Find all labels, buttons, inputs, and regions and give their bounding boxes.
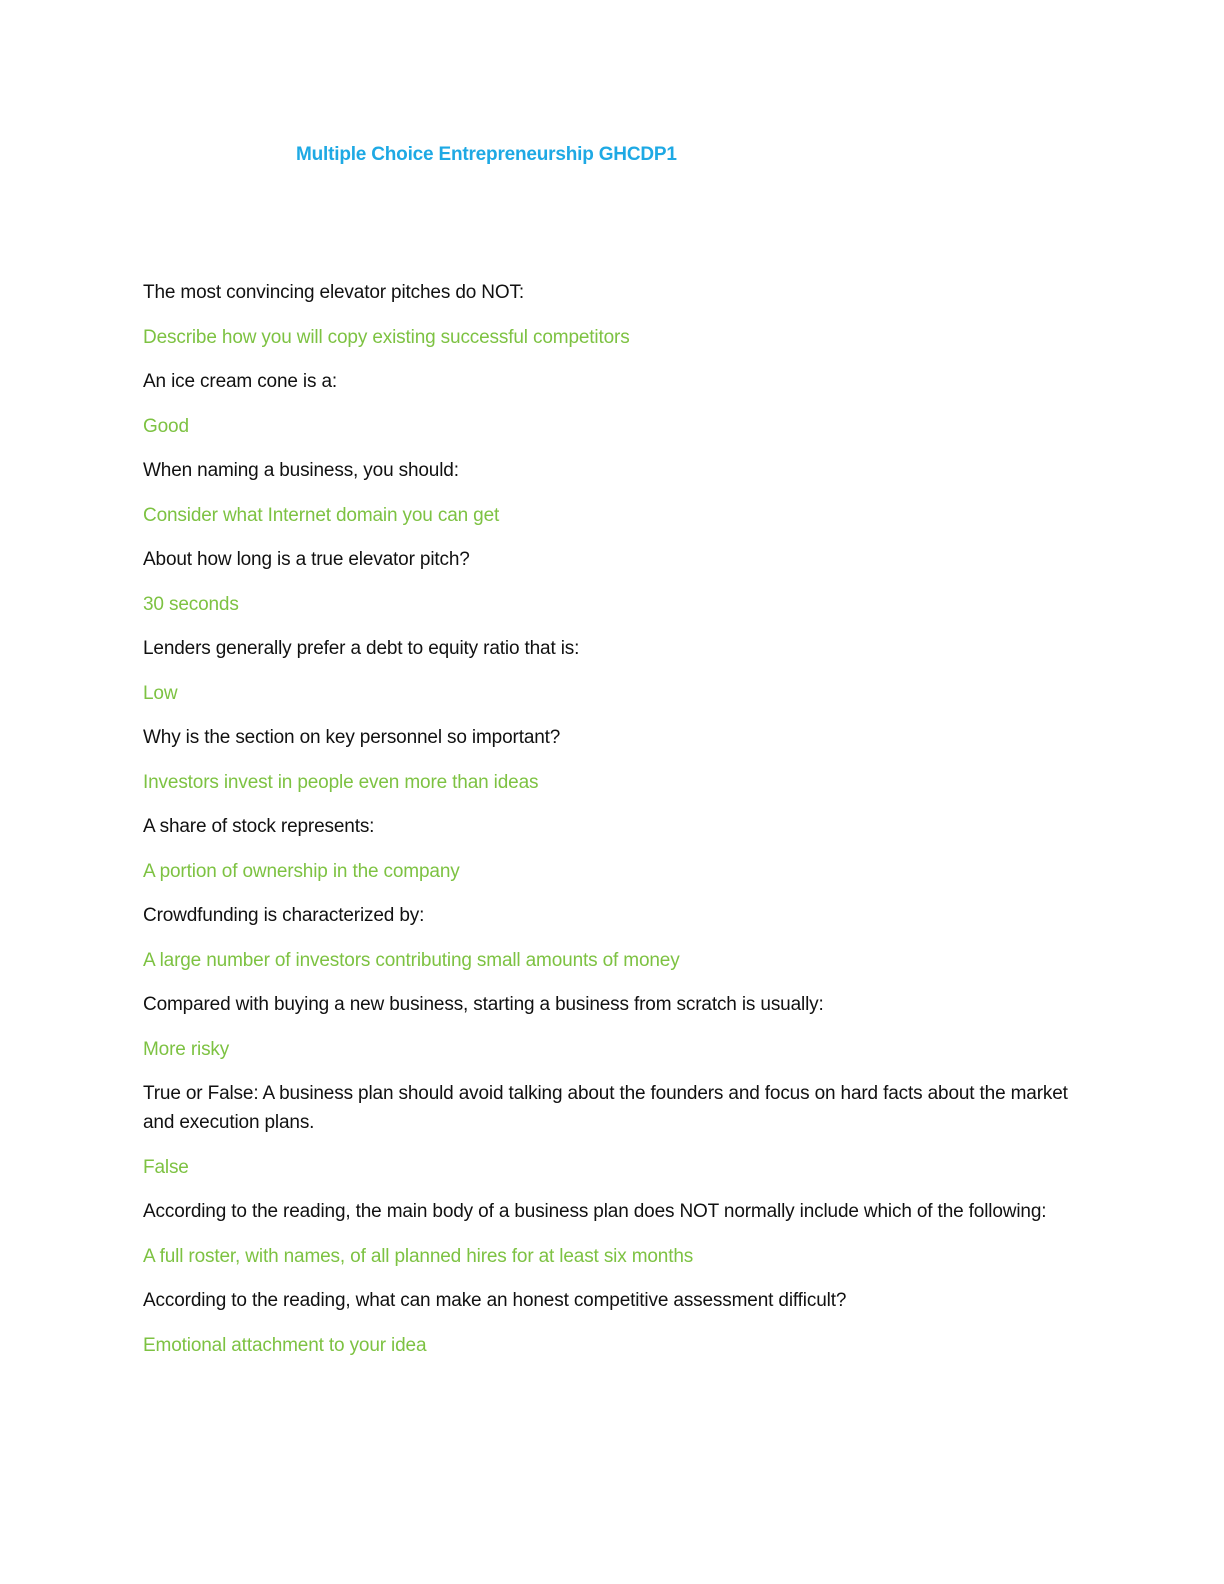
question-answer-list bbox=[143, 278, 1073, 1375]
answer-text: Emotional attachment to your idea bbox=[143, 1334, 427, 1356]
answer-text: More risky bbox=[143, 1038, 230, 1060]
answer-text: Investors invest in people even more than ideas bbox=[143, 771, 539, 793]
question-text: An ice cream cone is a: bbox=[143, 371, 338, 392]
answer-text: False bbox=[143, 1156, 189, 1178]
document-title: Multiple Choice Entrepreneurship GHCDP1 bbox=[296, 144, 677, 165]
answer-text: Low bbox=[143, 682, 178, 704]
answer-text: A large number of investors contributing small amounts of money bbox=[143, 949, 680, 971]
answer-text: Consider what Internet domain you can get bbox=[143, 504, 500, 526]
question-text: According to the reading, the main body of a business plan does NOT normally include which of the following: bbox=[143, 1201, 1047, 1222]
answer-text: A portion of ownership in the company bbox=[143, 860, 460, 882]
question-text: Why is the section on key personnel so important? bbox=[143, 727, 561, 748]
question-text: Crowdfunding is characterized by: bbox=[143, 905, 425, 926]
answer-text: 30 seconds bbox=[143, 593, 239, 615]
question-text: According to the reading, what can make an honest competitive assessment difficult? bbox=[143, 1290, 847, 1311]
question-text: A share of stock represents: bbox=[143, 816, 375, 837]
question-text: When naming a business, you should: bbox=[143, 460, 459, 481]
answer-text: A full roster, with names, of all planned hires for at least six months bbox=[143, 1245, 694, 1267]
question-text: Compared with buying a new business, starting a business from scratch is usually: bbox=[143, 994, 824, 1015]
answer-text: Good bbox=[143, 415, 189, 437]
question-text: About how long is a true elevator pitch? bbox=[143, 549, 470, 570]
question-text: The most convincing elevator pitches do NOT: bbox=[143, 282, 524, 303]
question-text: True or False: A business plan should avoid talking about the founders and focus on hard facts about the market and execution plans. bbox=[143, 1083, 1068, 1133]
question-text: Lenders generally prefer a debt to equity ratio that is: bbox=[143, 638, 580, 659]
answer-text: Describe how you will copy existing successful competitors bbox=[143, 326, 630, 348]
